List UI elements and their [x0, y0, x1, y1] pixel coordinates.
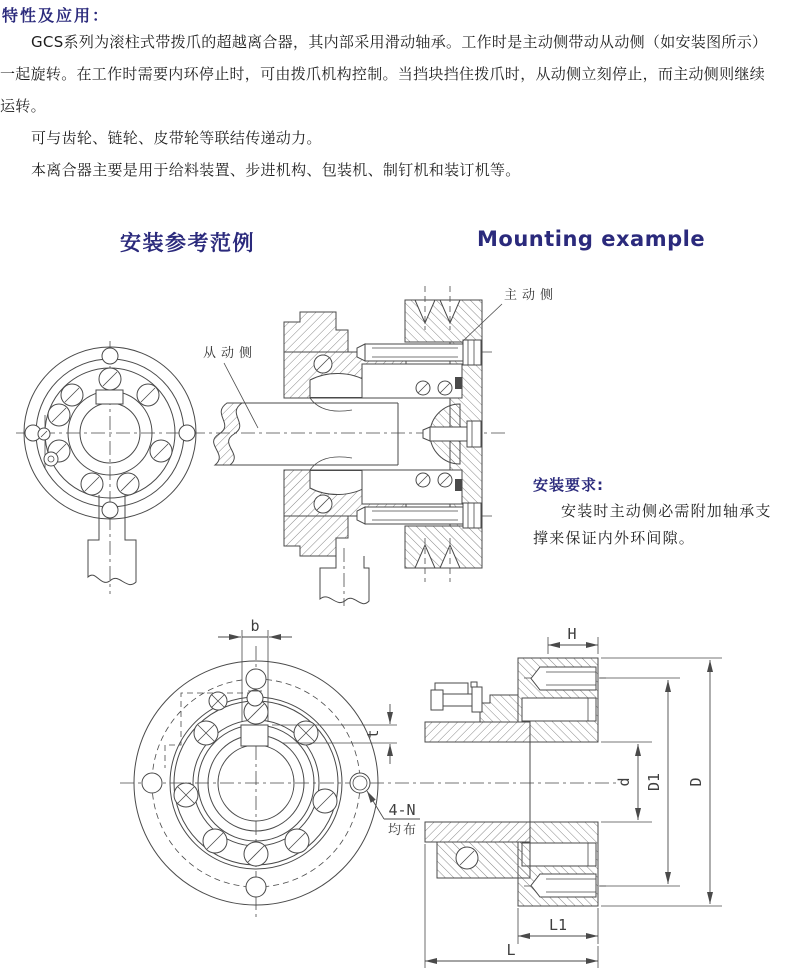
- intro-paragraph-line: 一起旋转。在工作时需要内环停止时，可由拨爪机构控制。当挡块挡住拨爪时，从动侧立刻停止，而主动侧则继续: [0, 65, 766, 83]
- intro-paragraph-line: 本离合器主要是用于给料装置、步进机构、包装机、制钉机和装订机等。: [31, 161, 521, 179]
- dim-label-D1: D1: [645, 772, 663, 792]
- dim-label-d: d: [615, 777, 633, 787]
- dim-label-t: t: [364, 729, 382, 739]
- pawl-pivot-detail: [431, 682, 530, 878]
- keyway: [96, 390, 123, 404]
- dim-label-D: D: [687, 777, 705, 787]
- section-lever-arm: [320, 556, 369, 604]
- threaded-holes: [522, 667, 596, 897]
- dim-label-L1: L1: [548, 916, 568, 934]
- clutch-section-view: [284, 286, 482, 604]
- intro-paragraph-line: 可与齿轮、链轮、皮带轮等联结传递动力。: [31, 129, 322, 147]
- section-heading-zh: 安装参考范例: [120, 231, 255, 255]
- dim-label-L: L: [506, 941, 516, 959]
- dim-label-H: H: [567, 625, 577, 643]
- dim-label-b: b: [250, 617, 260, 635]
- dimension-section-view: [425, 658, 606, 906]
- intro-title: 特性及应用：: [2, 6, 111, 25]
- driven-shaft: [214, 403, 398, 465]
- mounting-note-title: 安装要求:: [533, 476, 604, 494]
- mounting-note-line: 撑来保证内外环间隙。: [533, 529, 696, 547]
- dimension-annotations: [218, 617, 722, 968]
- driven-side-label: 从动侧: [203, 346, 258, 361]
- keyway: [241, 725, 268, 746]
- intro-paragraph-line: GCS系列为滚柱式带拨爪的超越离合器，其内部采用滑动轴承。工作时是主动侧带动从动侧（如安装图所示）: [31, 33, 768, 51]
- mounting-note-line: 安装时主动侧必需附加轴承支: [561, 502, 772, 520]
- driving-side-label: 主动侧: [504, 288, 559, 303]
- holes-count-label: 4-N: [388, 801, 416, 819]
- holes-spacing-label: 均布: [387, 823, 419, 838]
- section-heading-en: Mounting example: [477, 227, 706, 251]
- intro-paragraph-line: 运转。: [0, 97, 46, 115]
